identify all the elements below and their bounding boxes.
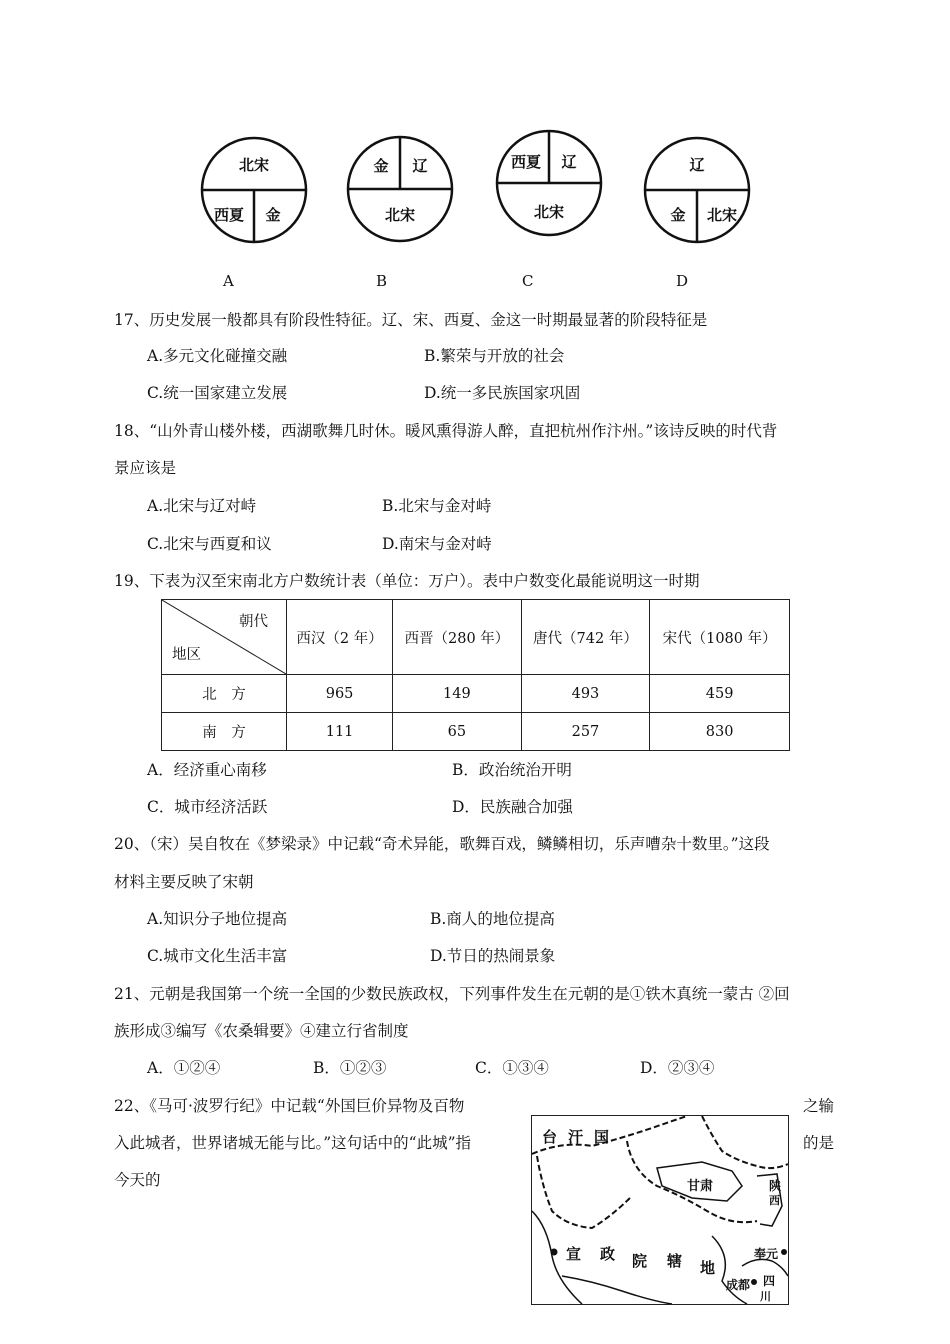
map-label-xia: 辖 [667, 1252, 683, 1270]
q18-option-d: D.南宋与金对峙 [382, 535, 492, 553]
circle-letter-a: A [223, 272, 234, 290]
q17-option-b: B.繁荣与开放的社会 [424, 347, 565, 365]
circle-option-c [497, 131, 601, 235]
circle-d-part-3: 北宋 [706, 206, 738, 224]
corner-header-region: 地区 [172, 647, 201, 663]
q22-stem-line1-left: 22、《马可·波罗行纪》中记载“外国巨价异物及百物 [114, 1097, 465, 1115]
q17-option-a: A.多元文化碰撞交融 [147, 347, 288, 365]
q21-stem-line2: 族形成③编写《农桑辑要》④建立行省制度 [114, 1022, 409, 1040]
column-header: 宋代（1080 年） [650, 600, 790, 675]
q18-stem-line2: 景应该是 [114, 459, 177, 477]
table-cell: 65 [393, 713, 522, 751]
map-label-chuan: 川 [760, 1290, 771, 1303]
column-header: 唐代（742 年） [521, 600, 650, 675]
circle-letter-d: D [676, 272, 689, 290]
table-cell: 459 [650, 675, 790, 713]
q20-option-a: A.知识分子地位提高 [147, 910, 288, 928]
circle-a-part-1: 北宋 [238, 156, 270, 174]
q18-stem-line1: 18、“山外青山楼外楼，西湖歌舞几时休。暖风熏得游人醉，直把杭州作汴州。”该诗反映的时代背 [114, 422, 778, 440]
table-corner-cell [162, 600, 287, 675]
table-cell: 257 [521, 713, 650, 751]
yuan-map [531, 1115, 789, 1305]
circle-b-part-1: 金 [373, 157, 389, 175]
q21-option-b: B．①②③ [313, 1059, 387, 1077]
circle-a-part-2: 西夏 [213, 206, 245, 224]
map-label-han: 汗 [568, 1128, 584, 1146]
q21-stem-line1: 21、元朝是我国第一个统一全国的少数民族政权，下列事件发生在元朝的是①铁木真统一蒙古 ②回 [114, 985, 790, 1003]
map-label-shaan: 陕 [769, 1179, 782, 1193]
circle-b-part-2: 辽 [412, 157, 428, 175]
circle-b-part-3: 北宋 [384, 206, 416, 224]
map-label-chengdu: 成都 [726, 1278, 751, 1292]
map-label-di: 地 [700, 1259, 716, 1277]
q17-option-c: C.统一国家建立发展 [147, 384, 288, 402]
corner-header-dynasty: 朝代 [239, 614, 268, 630]
map-label-si: 四 [763, 1274, 776, 1288]
q17-stem: 17、历史发展一般都具有阶段性特征。辽、宋、西夏、金这一时期最显著的阶段特征是 [114, 311, 708, 329]
q22-stem-line2-right: 的是 [803, 1134, 835, 1152]
map-label-zheng: 政 [600, 1245, 616, 1263]
q19-option-a: A．经济重心南移 [147, 761, 267, 779]
q20-option-b: B.商人的地位提高 [430, 910, 555, 928]
map-label-guo: 国 [594, 1128, 610, 1146]
q22-stem-line2-left: 入此城者，世界诸城无能与比。”这句话中的“此城”指 [114, 1134, 472, 1152]
q20-option-d: D.节日的热闹景象 [430, 947, 556, 965]
circle-c-part-1: 西夏 [510, 153, 542, 171]
q18-option-a: A.北宋与辽对峙 [147, 497, 257, 515]
map-label-gansu: 甘肃 [687, 1179, 714, 1194]
circle-option-a [202, 138, 306, 242]
column-header: 西晋（280 年） [393, 600, 522, 675]
circle-letter-b: B [376, 272, 388, 290]
circle-d-part-2: 金 [670, 206, 686, 224]
circle-c-part-3: 北宋 [533, 203, 565, 221]
row-label: 北 方 [162, 675, 287, 713]
q21-option-d: D．②③④ [640, 1059, 715, 1077]
q18-option-b: B.北宋与金对峙 [382, 497, 492, 515]
map-label-xuan: 宣 [566, 1245, 582, 1263]
table-cell: 493 [521, 675, 650, 713]
q19-option-b: B．政治统治开明 [452, 761, 572, 779]
circle-letter-c: C [522, 272, 534, 290]
circle-d-part-1: 辽 [689, 156, 705, 174]
dynasty-circles-diagram [0, 0, 950, 300]
circle-c-part-2: 辽 [561, 153, 577, 171]
q17-option-d: D.统一多民族国家巩固 [424, 384, 581, 402]
column-header: 西汉（2 年） [287, 600, 393, 675]
q21-option-c: C．①③④ [475, 1059, 549, 1077]
circle-option-d [645, 138, 749, 242]
map-label-xi: 西 [769, 1194, 780, 1207]
q21-option-a: A．①②④ [147, 1059, 221, 1077]
q22-stem-line1-right: 之输 [803, 1097, 835, 1115]
table-cell: 111 [287, 713, 393, 751]
q19-option-c: C．城市经济活跃 [147, 798, 268, 816]
q18-option-c: C.北宋与西夏和议 [147, 535, 272, 553]
map-label-fengyuan: 奉元 [754, 1247, 779, 1261]
q19-option-d: D．民族融合加强 [452, 798, 573, 816]
q20-option-c: C.城市文化生活丰富 [147, 947, 288, 965]
map-label-yuan: 院 [632, 1252, 648, 1270]
q22-stem-line3: 今天的 [114, 1171, 161, 1189]
table-cell: 830 [650, 713, 790, 751]
row-label: 南 方 [162, 713, 287, 751]
table-row [162, 713, 790, 751]
table-row [162, 675, 790, 713]
q19-stem: 19、下表为汉至宋南北方户数统计表（单位：万户）。表中户数变化最能说明这一时期 [114, 572, 700, 590]
table-cell: 965 [287, 675, 393, 713]
q20-stem-line1: 20、（宋）吴自牧在《梦梁录》中记载“奇术异能，歌舞百戏，鳞鳞相切，乐声嘈杂十数里。”这段 [114, 835, 770, 853]
q20-stem-line2: 材料主要反映了宋朝 [114, 873, 254, 891]
map-label-tai: 台 [542, 1128, 558, 1146]
household-table [161, 599, 790, 751]
table-cell: 149 [393, 675, 522, 713]
circle-option-b [348, 137, 452, 241]
circle-a-part-3: 金 [265, 206, 281, 224]
